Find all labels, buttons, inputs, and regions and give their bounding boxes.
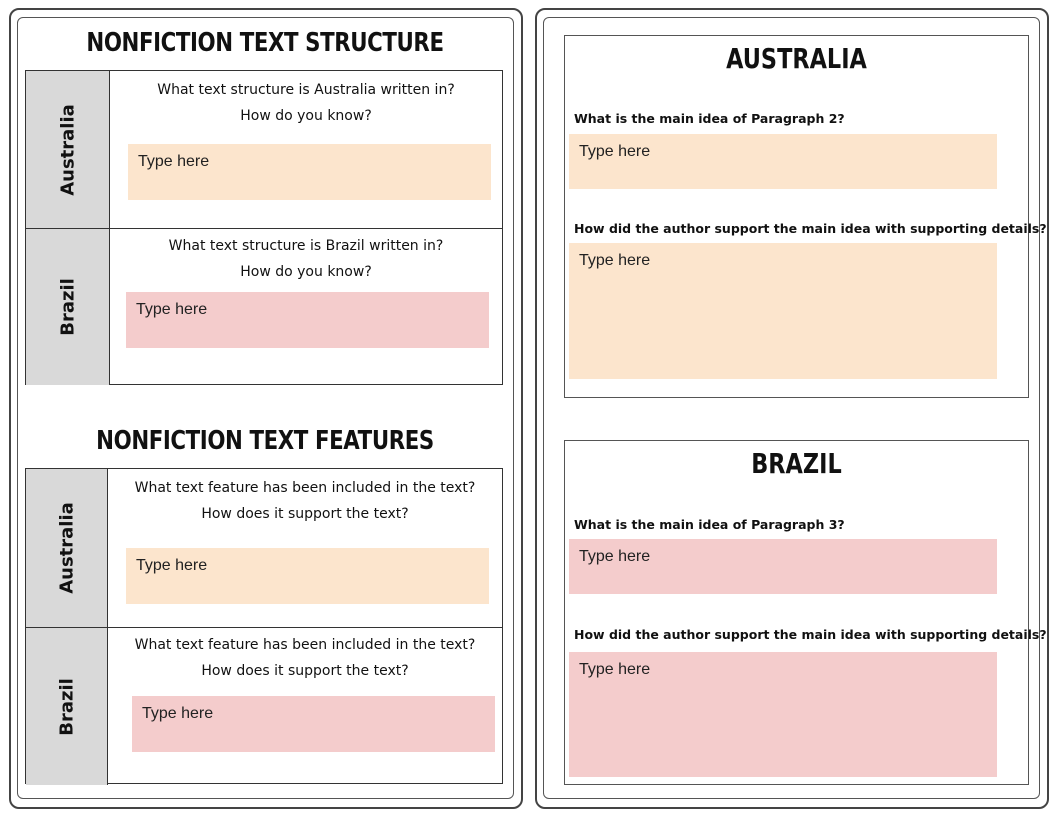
brazil-section: [564, 440, 1047, 785]
features-answer-australia[interactable]: Type here: [126, 548, 489, 604]
structure-answer-brazil[interactable]: Type here: [126, 292, 489, 348]
structure-table: [25, 70, 503, 385]
australia-section: [564, 35, 1047, 398]
structure-question-australia: What text structure is Australia written in? How do you know?: [157, 82, 455, 124]
features-row-australia: [26, 469, 502, 627]
features-table: [25, 468, 503, 784]
australia-answer-2[interactable]: Type here: [569, 243, 997, 379]
brazil-answer-1[interactable]: Type here: [569, 539, 997, 594]
features-question-australia: What text feature has been included in the text? How does it support the text?: [134, 480, 476, 522]
features-row-brazil: [26, 627, 502, 785]
structure-title: NONFICTION TEXT STRUCTURE: [86, 28, 444, 58]
australia-answer-1[interactable]: Type here: [569, 134, 997, 189]
structure-question-brazil: What text structure is Brazil written in? How do you know?: [168, 238, 444, 280]
brazil-title: BRAZIL: [751, 447, 842, 480]
australia-question-1: What is the main idea of Paragraph 2?: [574, 111, 845, 126]
brazil-question-2: How did the author support the main idea with supporting details?: [574, 627, 1047, 642]
structure-answer-australia[interactable]: Type here: [128, 144, 491, 200]
brazil-answer-2[interactable]: Type here: [569, 652, 997, 777]
australia-title: AUSTRALIA: [726, 42, 867, 75]
row-label-brazil: Brazil: [26, 628, 108, 785]
features-title: NONFICTION TEXT FEATURES: [96, 426, 434, 456]
australia-question-2: How did the author support the main idea with supporting details?: [574, 221, 1047, 236]
features-answer-brazil[interactable]: Type here: [132, 696, 495, 752]
row-label-brazil: Brazil: [26, 229, 110, 385]
brazil-question-1: What is the main idea of Paragraph 3?: [574, 517, 845, 532]
features-question-brazil: What text feature has been included in the text? How does it support the text?: [134, 637, 476, 679]
row-label-australia: Australia: [26, 469, 108, 627]
structure-row-australia: [26, 71, 502, 228]
structure-row-brazil: [26, 228, 502, 385]
row-label-australia: Australia: [26, 71, 110, 228]
